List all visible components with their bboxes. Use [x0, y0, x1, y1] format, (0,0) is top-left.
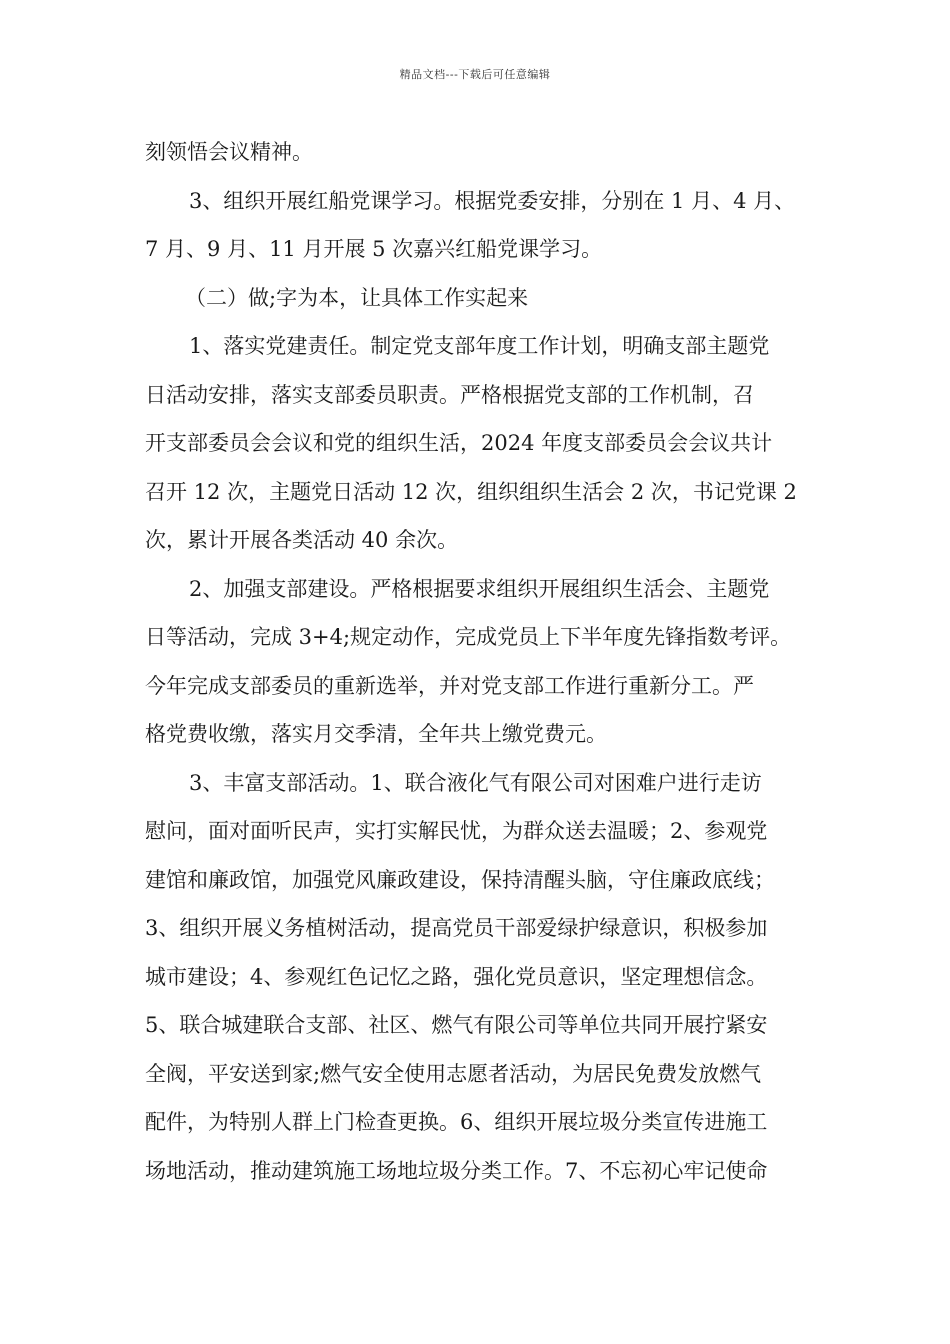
- text-line: 召开 12 次，主题党日活动 12 次，组织组织生活会 2 次，书记党课 2: [145, 479, 797, 504]
- text-line: 今年完成支部委员的重新选举，并对党支部工作进行重新分工。严: [145, 673, 754, 698]
- text-line: 3、组织开展义务植树活动，提高党员干部爱绿护绿意识，积极参加: [145, 916, 768, 940]
- text-line: 日等活动，完成 3+4;规定动作，完成党员上下半年度先锋指数考评。: [145, 625, 792, 649]
- text-line: 5、联合城建联合支部、社区、燃气有限公司等单位共同开展拧紧安: [145, 1013, 768, 1037]
- paragraph-item-1-start: 1、落实党建责任。制定党支部年度工作计划，明确支部主题党: [189, 334, 770, 358]
- text-line: 开支部委员会会议和党的组织生活，2024 年度支部委员会会议共计: [145, 431, 773, 455]
- text-line: 建馆和廉政馆，加强党风廉政建设，保持清醒头脑，守住廉政底线；: [145, 867, 775, 892]
- page-header: 精品文档---下载后可任意编辑: [399, 68, 551, 81]
- text-line: 场地活动，推动建筑施工场地垃圾分类工作。7、不忘初心牢记使命: [145, 1158, 768, 1183]
- text-line: 日活动安排，落实支部委员职责。严格根据党支部的工作机制，召: [145, 382, 754, 407]
- document-body: [145, 128, 810, 1195]
- paragraph-item-3-start: 3、组织开展红船党课学习。根据党委安排，分别在 1 月、4 月、: [189, 188, 796, 213]
- text-line: 刻领悟会议精神。: [145, 140, 313, 164]
- text-line: 格党费收缴，落实月交季清，全年共上缴党费元。: [145, 722, 607, 746]
- text-line: 全阀，平安送到家;燃气安全使用志愿者活动，为居民免费发放燃气: [145, 1061, 762, 1086]
- paragraph-item-2-start: 2、加强支部建设。严格根据要求组织开展组织生活会、主题党: [189, 576, 770, 601]
- text-line: 7 月、9 月、11 月开展 5 次嘉兴红船党课学习。: [145, 237, 603, 261]
- paragraph-item-3b-start: 3、丰富支部活动。1、联合液化气有限公司对困难户进行走访: [189, 770, 762, 795]
- text-line: 慰问，面对面听民声，实打实解民忧，为群众送去温暖；2、参观党: [145, 819, 768, 843]
- text-line: 城市建设；4、参观红色记忆之路，强化党员意识，坚定理想信念。: [145, 964, 768, 989]
- section-heading: （二）做;字为本，让具体工作实起来: [185, 285, 529, 310]
- text-line: 配件，为特别人群上门检查更换。6、组织开展垃圾分类宣传进施工: [145, 1110, 768, 1134]
- text-line: 次，累计开展各类活动 40 余次。: [145, 528, 459, 552]
